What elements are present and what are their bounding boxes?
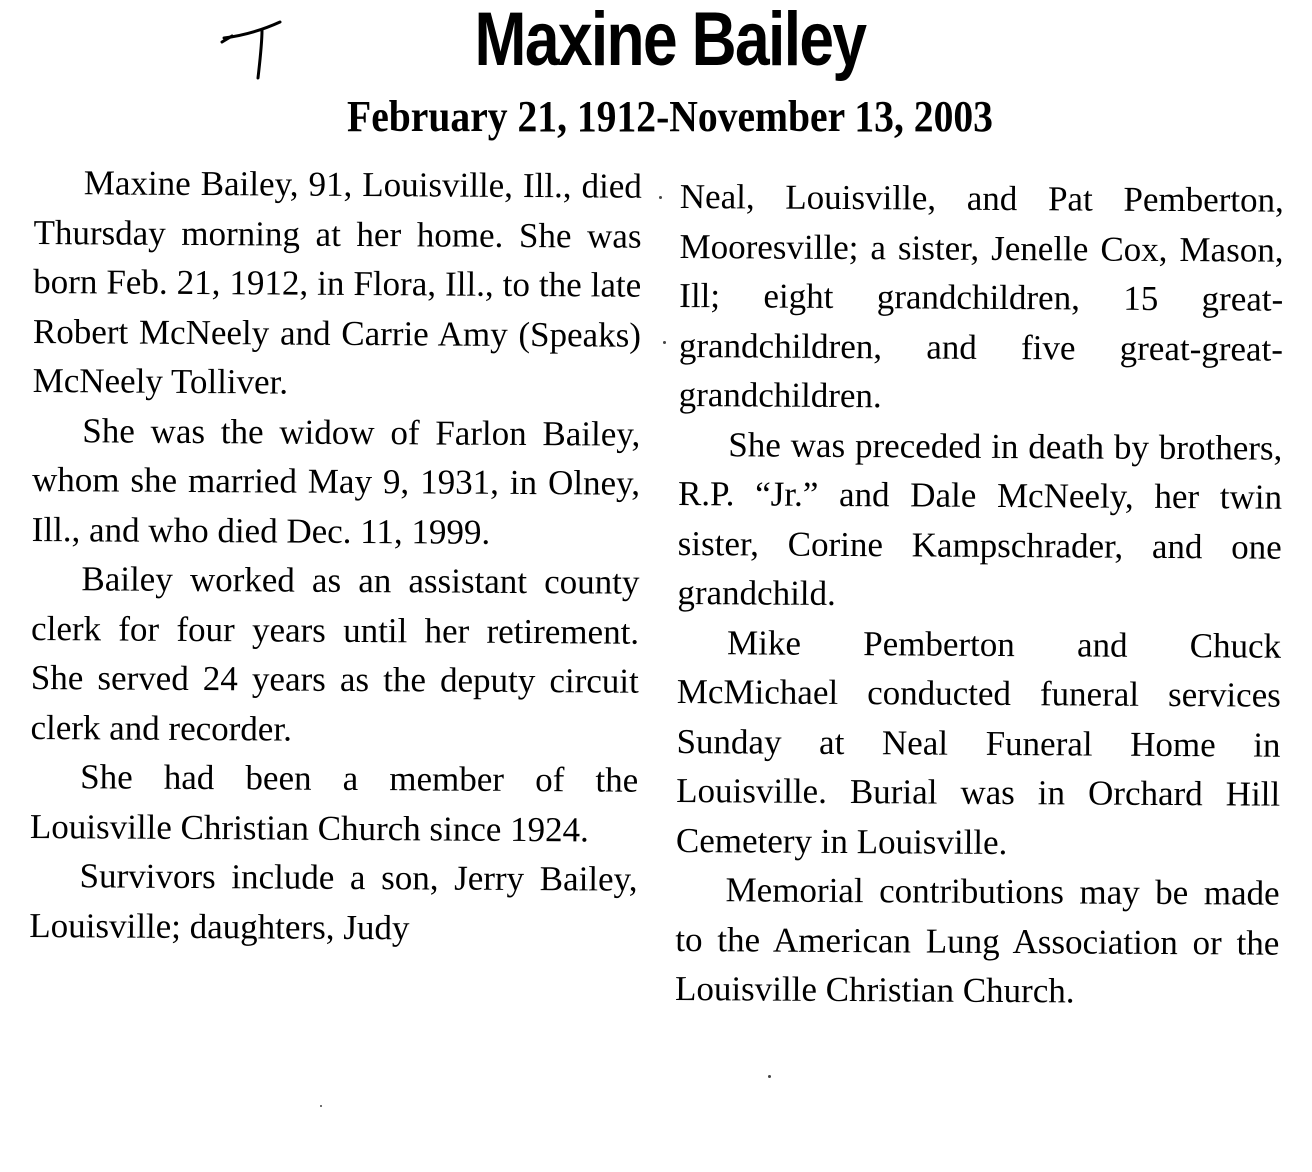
paragraph-memorials: Memorial contributions may be made to the American Lung Association or the Louisville Christian Church. (674, 870, 1280, 1011)
scan-speck (659, 196, 662, 199)
obituary-dates: February 21, 1912-November 13, 2003 (347, 92, 993, 141)
paragraph-widow: She was the widow of Farlon Bailey, whom she married May 9, 1931, in Olney, Ill., and who died Dec. 11, 1999. (31, 410, 641, 552)
paragraph-services: Mike Pemberton and Chuck McMichael conducted funeral services Sunday at Neal Funeral Home in Louisville. Burial was in Orchard Hill Cemetery in Louisville. (675, 622, 1282, 862)
paragraph-church: She had been a member of the Louisville Christian Church since 1924. (29, 757, 639, 849)
left-column (29, 158, 642, 954)
scan-speck (320, 1105, 322, 1107)
scan-speck (663, 341, 666, 344)
paragraph-career: Bailey worked as an assistant county clerk for four years until her retirement. She served 24 years as the deputy circuit clerk and recorder. (30, 559, 640, 749)
right-column (675, 172, 1284, 1017)
paragraph-preceded: She was preceded in death by brothers, R.P. “Jr.” and Dale McNeely, her twin sister, Corine Kampschrader, and one grandchild. (677, 424, 1283, 613)
paragraph-intro: Maxine Bailey, 91, Louisville, Ill., died Thursday morning at her home. She was born Feb. 21, 1912, in Flora, Ill., to the late Robert McNeely and Carrie Amy (Speaks) McNeely Tolliver. (32, 163, 642, 402)
paragraph-survivors-start: Survivors include a son, Jerry Bailey, Louisville; daughters, Judy (29, 856, 638, 947)
obituary-name-headline: Maxine Bailey (474, 0, 866, 82)
paragraph-survivors-continued: Neal, Louisville, and Pat Pemberton, Mooresville; a sister, Jenelle Cox, Mason, Ill; eight grandchildren, 15 great-grandchildren, and five great-great-grandchildren. (678, 176, 1284, 416)
scan-speck (768, 1075, 771, 1078)
